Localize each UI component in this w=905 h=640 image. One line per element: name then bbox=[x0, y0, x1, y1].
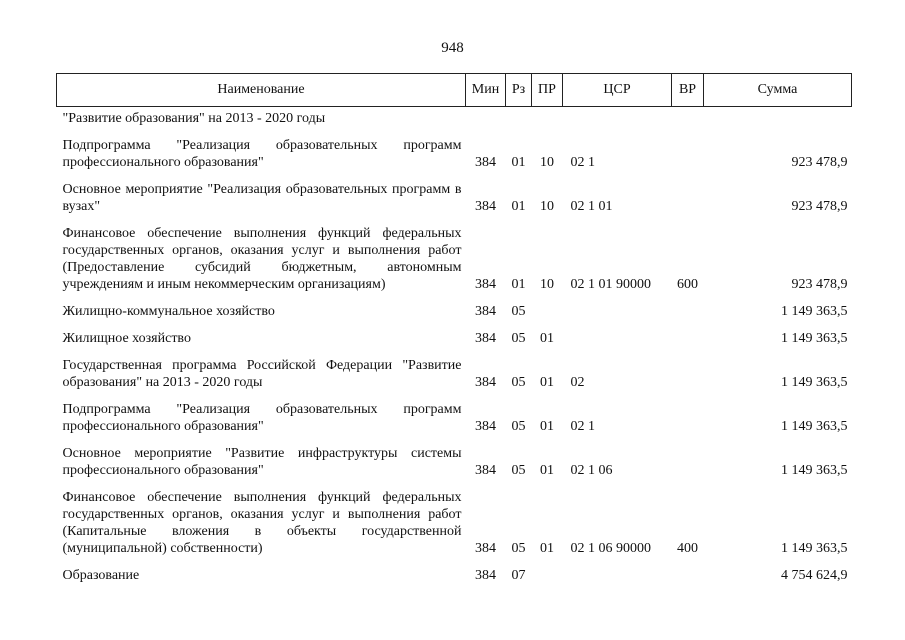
row-rz: 05 bbox=[511, 541, 526, 556]
row-min bbox=[466, 107, 506, 128]
row-min: 384 bbox=[475, 375, 496, 390]
row-sum: 1 149 363,5 bbox=[781, 304, 848, 319]
row-name: Финансовое обеспечение выполнения функций федеральных государственных органов, оказания услуг и выполнения работ (Капитальные вложения в объекты государственной (муниципальной) собственности) bbox=[62, 490, 462, 556]
row-rz: 05 bbox=[511, 419, 526, 434]
row-pr bbox=[532, 107, 563, 128]
table-row bbox=[57, 320, 852, 347]
row-csr bbox=[563, 293, 672, 320]
table-row bbox=[57, 391, 852, 435]
row-sum: 1 149 363,5 bbox=[781, 375, 848, 390]
row-csr: 02 1 01 90000 bbox=[570, 277, 651, 292]
row-sum bbox=[704, 107, 852, 128]
row-pr bbox=[532, 557, 563, 584]
row-rz: 01 bbox=[511, 155, 526, 170]
row-vr bbox=[672, 391, 704, 435]
table-header-row bbox=[57, 74, 852, 107]
row-rz: 01 bbox=[511, 277, 526, 292]
row-vr bbox=[672, 127, 704, 171]
table-row bbox=[57, 435, 852, 479]
row-csr: 02 1 06 bbox=[570, 463, 613, 478]
row-rz: 01 bbox=[511, 199, 526, 214]
header-vr: ВР bbox=[672, 74, 704, 107]
header-rz: Рз bbox=[506, 74, 532, 107]
row-pr: 10 bbox=[540, 155, 554, 170]
row-csr: 02 1 06 90000 bbox=[570, 541, 651, 556]
row-sum: 1 149 363,5 bbox=[781, 463, 848, 478]
row-vr bbox=[672, 107, 704, 128]
row-sum: 923 478,9 bbox=[791, 155, 848, 170]
row-name: Подпрограмма "Реализация образовательных программ профессионального образования" bbox=[62, 402, 462, 434]
table-row bbox=[57, 347, 852, 391]
row-vr bbox=[672, 171, 704, 215]
page-number: 948 bbox=[441, 40, 464, 56]
row-rz: 05 bbox=[511, 463, 526, 478]
row-name: Жилищное хозяйство bbox=[62, 331, 191, 346]
row-min: 384 bbox=[475, 568, 496, 583]
row-sum: 923 478,9 bbox=[791, 277, 848, 292]
row-min: 384 bbox=[475, 304, 496, 319]
row-min: 384 bbox=[475, 199, 496, 214]
row-pr: 01 bbox=[540, 541, 554, 556]
row-name: Жилищно-коммунальное хозяйство bbox=[62, 304, 275, 319]
row-vr bbox=[672, 293, 704, 320]
row-min: 384 bbox=[475, 463, 496, 478]
row-pr: 10 bbox=[540, 199, 554, 214]
row-name: "Развитие образования" на 2013 - 2020 годы bbox=[62, 111, 326, 126]
row-vr: 400 bbox=[677, 541, 698, 556]
row-rz: 07 bbox=[511, 568, 526, 583]
row-name: Государственная программа Российской Федерации "Развитие образования" на 2013 - 2020 годы bbox=[62, 358, 462, 390]
row-vr bbox=[672, 435, 704, 479]
row-rz: 05 bbox=[511, 331, 526, 346]
header-csr: ЦСР bbox=[563, 74, 672, 107]
header-min: Мин bbox=[466, 74, 506, 107]
row-min: 384 bbox=[475, 419, 496, 434]
row-csr bbox=[563, 320, 672, 347]
row-vr: 600 bbox=[677, 277, 698, 292]
row-pr: 01 bbox=[540, 463, 554, 478]
row-vr bbox=[672, 347, 704, 391]
row-name: Образование bbox=[62, 568, 140, 583]
header-pr: ПР bbox=[532, 74, 563, 107]
header-name: Наименование bbox=[57, 74, 466, 107]
row-csr: 02 1 bbox=[570, 419, 595, 434]
row-vr bbox=[672, 320, 704, 347]
row-csr bbox=[563, 557, 672, 584]
row-name: Основное мероприятие "Развитие инфраструктуры системы профессионального образования" bbox=[62, 446, 462, 478]
table-row bbox=[57, 215, 852, 293]
row-min: 384 bbox=[475, 155, 496, 170]
row-rz bbox=[506, 107, 532, 128]
table-row bbox=[57, 171, 852, 215]
row-name: Основное мероприятие "Реализация образовательных программ в вузах" bbox=[62, 182, 462, 214]
row-pr: 01 bbox=[540, 331, 554, 346]
row-sum: 923 478,9 bbox=[791, 199, 848, 214]
row-min: 384 bbox=[475, 277, 496, 292]
row-pr bbox=[532, 293, 563, 320]
row-sum: 1 149 363,5 bbox=[781, 541, 848, 556]
row-name: Финансовое обеспечение выполнения функций федеральных государственных органов, оказания услуг и выполнения работ (Предоставление субсидий бюджетным, автономным учреждениям и иным некоммерческим организациям) bbox=[62, 226, 462, 292]
row-min: 384 bbox=[475, 541, 496, 556]
table-row bbox=[57, 127, 852, 171]
table-row bbox=[57, 479, 852, 557]
row-rz: 05 bbox=[511, 304, 526, 319]
table-row bbox=[57, 557, 852, 584]
row-sum: 1 149 363,5 bbox=[781, 331, 848, 346]
row-sum: 1 149 363,5 bbox=[781, 419, 848, 434]
header-sum: Сумма bbox=[704, 74, 852, 107]
row-csr: 02 bbox=[570, 375, 585, 390]
row-csr: 02 1 01 bbox=[570, 199, 613, 214]
row-vr bbox=[672, 557, 704, 584]
row-sum: 4 754 624,9 bbox=[781, 568, 848, 583]
row-rz: 05 bbox=[511, 375, 526, 390]
row-min: 384 bbox=[475, 331, 496, 346]
row-csr bbox=[563, 107, 672, 128]
row-csr: 02 1 bbox=[570, 155, 595, 170]
table-row bbox=[57, 293, 852, 320]
table-row bbox=[57, 107, 852, 128]
row-pr: 10 bbox=[540, 277, 554, 292]
row-pr: 01 bbox=[540, 375, 554, 390]
row-name: Подпрограмма "Реализация образовательных программ профессионального образования" bbox=[62, 138, 462, 170]
row-pr: 01 bbox=[540, 419, 554, 434]
budget-table bbox=[56, 73, 852, 584]
